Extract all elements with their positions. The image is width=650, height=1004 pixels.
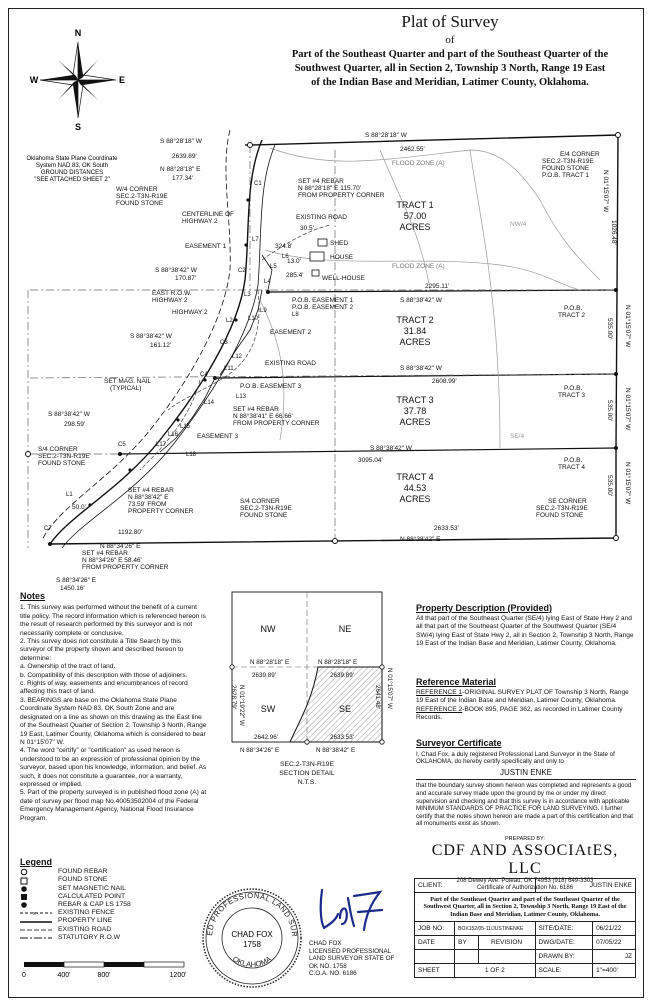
svg-text:SEC.2-T3N-R19E: SEC.2-T3N-R19E — [279, 761, 335, 768]
south-label: S — [74, 122, 82, 132]
page-title: Plat of Survey — [401, 12, 499, 31]
svg-text:1026.48': 1026.48' — [610, 220, 617, 245]
legend-item: PROPERTY LINE — [20, 917, 220, 925]
svg-text:PROPERTY CORNER: PROPERTY CORNER — [128, 508, 194, 515]
svg-text:S 88°38'42" W: S 88°38'42" W — [400, 365, 442, 372]
section-detail — [230, 592, 394, 786]
svg-text:FOUND STONE: FOUND STONE — [542, 165, 590, 172]
fence-line-icon — [20, 910, 52, 916]
segment-label: L1 — [66, 492, 73, 498]
svg-text:N 88°28'18" E: N 88°28'18" E — [250, 659, 290, 666]
svg-text:OKLAHOMA: OKLAHOMA — [231, 954, 273, 969]
svg-text:N 88°38'42" E: N 88°38'42" E — [128, 494, 169, 501]
surveyor-seal — [200, 886, 304, 995]
svg-text:3095.04': 3095.04' — [358, 457, 383, 464]
svg-text:P.O.B. EASEMENT 3: P.O.B. EASEMENT 3 — [240, 383, 302, 390]
reference-2: REFERENCE 2-BOOK 895, PAGE 362, as recorded in Latimer County Records. — [416, 705, 623, 721]
rebar-cap-icon — [20, 901, 28, 909]
segment-label: L2 — [226, 318, 233, 324]
svg-text:N 01°15'07" W: N 01°15'07" W — [624, 388, 631, 431]
svg-text:30.5': 30.5' — [300, 225, 314, 232]
surveyor-certificate — [416, 740, 636, 828]
svg-text:535.00': 535.00' — [606, 475, 613, 497]
svg-text:N 88°38'42" E: N 88°38'42" E — [400, 536, 441, 543]
svg-text:x: x — [33, 911, 36, 917]
rebar-icon — [614, 372, 618, 376]
svg-text:TRACT 4: TRACT 4 — [558, 464, 585, 471]
svg-text:SECTION DETAIL: SECTION DETAIL — [279, 770, 335, 777]
svg-text:SW: SW — [260, 704, 276, 714]
svg-text:N 01°15'07" W: N 01°15'07" W — [624, 462, 631, 505]
svg-text:S/4 CORNER: S/4 CORNER — [240, 498, 280, 505]
svg-text:2633.53': 2633.53' — [330, 734, 354, 741]
svg-text:TRACT 3: TRACT 3 — [396, 395, 434, 405]
svg-text:324.8': 324.8' — [275, 243, 293, 250]
legend-heading: Legend — [20, 857, 53, 867]
shed-icon — [318, 239, 327, 246]
property-description — [416, 604, 636, 648]
svg-text:TRACT 2: TRACT 2 — [396, 315, 434, 325]
svg-text:161.12': 161.12' — [150, 342, 172, 349]
svg-text:N.T.S.: N.T.S. — [297, 779, 317, 786]
svg-text:EASEMENT 2: EASEMENT 2 — [270, 329, 312, 336]
svg-text:N 88°34'26" E: N 88°34'26" E — [100, 543, 141, 550]
stone-icon — [333, 539, 338, 544]
svg-text:Oklahoma State Plane Coordinat: Oklahoma State Plane Coordinate — [26, 156, 118, 162]
svg-text:FLOOD ZONE (A): FLOOD ZONE (A) — [392, 263, 445, 270]
note-item: a. Ownership of the tract of land. — [20, 663, 116, 671]
client-name: JUSTIN ENKE — [535, 879, 636, 893]
segment-label: C7 — [44, 526, 52, 532]
svg-text:2462.55': 2462.55' — [400, 146, 425, 153]
svg-text:N 01°19'22" W: N 01°19'22" W — [238, 685, 245, 726]
svg-text:HOUSE: HOUSE — [330, 254, 354, 261]
segment-label: L13 — [236, 394, 247, 400]
svg-text:SET #4 REBAR: SET #4 REBAR — [298, 178, 344, 185]
segment-label: L8 — [292, 312, 299, 318]
svg-text:SEC.2-T3N-R19E: SEC.2-T3N-R19E — [240, 505, 292, 512]
svg-text:S/4 CORNER: S/4 CORNER — [38, 446, 78, 453]
notes-heading: Notes — [20, 591, 46, 601]
house-icon — [310, 252, 324, 261]
svg-text:2641.48': 2641.48' — [374, 685, 381, 709]
svg-text:S 88°28'18" W: S 88°28'18" W — [365, 132, 407, 139]
north-label: N — [74, 28, 82, 38]
firm-name: CDF AND ASSOCIAtES, LLC — [431, 842, 619, 877]
svg-text:S 88°38'42" W: S 88°38'42" W — [130, 333, 172, 340]
coord-note — [26, 156, 118, 183]
svg-text:2639.89': 2639.89' — [252, 672, 276, 679]
svg-text:FLOOD ZONE (A): FLOOD ZONE (A) — [392, 160, 445, 167]
legend-item: STATUTORY R.O.W — [20, 934, 220, 942]
scale-bar — [18, 960, 198, 985]
svg-text:N 88°28'18" E 115.70': N 88°28'18" E 115.70' — [298, 185, 361, 192]
svg-text:177.34': 177.34' — [172, 175, 194, 182]
svg-text:N 88°38'42" E: N 88°38'42" E — [316, 747, 356, 754]
svg-text:FROM PROPERTY CORNER: FROM PROPERTY CORNER — [298, 192, 385, 199]
svg-text:LICENSED PROFESSIONAL LAND SUR: ED PROFESSIONAL LAND SUR — [205, 890, 300, 938]
svg-text:TRACT 1: TRACT 1 — [396, 200, 434, 210]
east-label: E — [118, 75, 126, 85]
note-item: 2. This survey does not constitute a Title Search by this surveyor of the property shown and described hereon to determine: — [20, 638, 184, 662]
legend-item: x EXISTING FENCE — [20, 909, 220, 917]
rebar-icon — [48, 542, 52, 546]
drawn-by: JZ — [593, 950, 636, 964]
svg-text:(TYPICAL): (TYPICAL) — [110, 385, 142, 392]
svg-text:S 88°38'42" W: S 88°38'42" W — [48, 411, 90, 418]
title-block-table: CLIENT: JUSTIN ENKE Part of the Southeast Quarter and part of the Southeast Quarter of the Southwest Quarter, all in Section 2, Township 3 North, Range 19 East of the Indian Base and Meridian, Latimer County, Oklahoma. JOB NO: BOX152/05-11/JUSTINENKE SITE/DATE: 06/21/22 DATE BY REVISION DWG/DATE: 07/05/22 DRAWN BY: JZ SHEET 1 OF 2 SCALE: 1"=400' — [414, 878, 636, 978]
svg-text:535.00': 535.00' — [606, 318, 613, 340]
buildings — [310, 239, 327, 276]
surveyor-info: CHAD FOX LICENSED PROFESSIONAL LAND SURVEYOR STATE OF OK NO. 1758 C.O.A. NO. 6186 — [309, 940, 395, 977]
svg-text:535.00': 535.00' — [606, 400, 613, 422]
svg-text:SET #4 REBAR: SET #4 REBAR — [128, 487, 174, 494]
svg-text:44.53: 44.53 — [403, 483, 427, 493]
segment-label: L15 — [180, 424, 191, 430]
note-item: 4. The word "certify" or "certification" as used hereon is understood to be an expression of professional opinion by the surveyor, based upon his knowledge, information, and belief. As such, it does not constitute a guarantee, nor a warranty, expressed or implied. — [20, 747, 207, 788]
segment-label: L10 — [248, 316, 259, 322]
svg-text:SEC.2-T3N-R19E: SEC.2-T3N-R19E — [542, 158, 594, 165]
svg-text:TRACT 4: TRACT 4 — [396, 472, 434, 482]
svg-text:S 88°38'42" W: S 88°38'42" W — [370, 445, 412, 452]
reference-1: REFERENCE 1-ORIGINAL SURVEY PLAT OF Township 3 North, Range 19 East of the Indian Base and Meridian, Latimer County, Oklahoma. — [416, 689, 629, 705]
surveyor-signature — [310, 880, 390, 941]
svg-text:SE CORNER: SE CORNER — [548, 498, 587, 505]
svg-text:FROM PROPERTY CORNER: FROM PROPERTY CORNER — [233, 420, 320, 427]
svg-text:2639.89': 2639.89' — [172, 153, 197, 160]
legend-item: SET MAGNETIC NAIL — [20, 885, 220, 893]
stone-icon — [248, 143, 253, 148]
svg-text:SHED: SHED — [330, 240, 349, 247]
svg-text:1758: 1758 — [243, 940, 261, 949]
svg-text:W/4 CORNER: W/4 CORNER — [116, 186, 158, 193]
segment-label: L7 — [252, 237, 259, 243]
stone-icon — [614, 536, 619, 541]
svg-text:NW: NW — [260, 624, 276, 634]
svg-text:SE/4: SE/4 — [510, 433, 525, 440]
title-description: Part of the Southeast Quarter and part of the Southeast Quarter of the Southwest Quarter, all in Section 2, Township 3 North, Range 19 East of the Indian Base and Meridian, Latimer County, Oklahoma. — [291, 49, 609, 88]
svg-text:SET #4 REBAR: SET #4 REBAR — [233, 406, 279, 413]
rebar-icon — [614, 446, 618, 450]
svg-text:N 01°15'07" W: N 01°15'07" W — [602, 170, 609, 213]
rebar-icon — [213, 376, 217, 380]
svg-text:N 01°15'07" W: N 01°15'07" W — [624, 305, 631, 348]
svg-text:P.O.B.: P.O.B. — [564, 385, 583, 392]
svg-text:N 01°15'07" W: N 01°15'07" W — [386, 668, 393, 709]
svg-text:P.O.B.: P.O.B. — [564, 305, 583, 312]
note-item: 1. This survey was performed without the benefit of a current title policy. The record information which is referenced hereon is the result of research performed by this surveyor and is not necessarily complete or conclusive. — [20, 604, 206, 637]
svg-text:CHAD FOX: CHAD FOX — [231, 930, 273, 939]
svg-text:57.00: 57.00 — [403, 211, 427, 221]
svg-text:31.84: 31.84 — [403, 326, 427, 336]
title-of: of — [445, 34, 455, 46]
svg-text:P.O.B. TRACT 1: P.O.B. TRACT 1 — [542, 172, 589, 179]
svg-text:FOUND STONE: FOUND STONE — [240, 512, 288, 519]
rebar-icon — [118, 452, 122, 456]
svg-text:1192.80': 1192.80' — [118, 529, 143, 536]
svg-text:SEC.2-T3N-R19E: SEC.2-T3N-R19E — [38, 453, 90, 460]
svg-text:EXISTING ROAD: EXISTING ROAD — [296, 214, 347, 221]
svg-text:ACRES: ACRES — [399, 222, 431, 232]
west-label: W — [29, 75, 39, 85]
svg-text:ACRES: ACRES — [399, 337, 431, 347]
segment-label: L6 — [282, 254, 289, 260]
svg-text:FOUND STONE: FOUND STONE — [38, 460, 86, 467]
svg-text:2639.89': 2639.89' — [330, 672, 354, 679]
segment-label: L17 — [156, 442, 167, 448]
legend-item: FOUND REBAR — [20, 868, 220, 876]
job-number: BOX152/05-11/JUSTINENKE — [455, 922, 535, 936]
legend-item: EXISTING ROAD — [20, 926, 220, 934]
north-arrow-icon — [30, 28, 125, 132]
certificate-client: JUSTIN ENKE — [499, 767, 552, 777]
segment-label: C3 — [220, 340, 228, 346]
svg-text:1200': 1200' — [169, 972, 187, 979]
mag-nail-icon — [20, 885, 28, 893]
svg-text:CENTERLINE OF: CENTERLINE OF — [182, 211, 235, 218]
client-label: CLIENT: — [415, 879, 536, 893]
svg-text:73.59' FROM: 73.59' FROM — [128, 501, 167, 508]
stone-icon — [616, 133, 621, 138]
svg-text:N 88°34'26" E 58.46': N 88°34'26" E 58.46' — [82, 557, 142, 564]
reference-heading: Reference Material — [416, 677, 497, 687]
legend-item: REBAR & CAP LS 1758 — [20, 901, 220, 909]
site-date: 06/21/22 — [593, 922, 636, 936]
wellhouse-icon — [312, 270, 319, 276]
certificate-text-1: I, Chad Fox, a duly registered Professional Land Surveyor in the State of OKLAHOMA, do hereby certify specifically and only to — [416, 750, 615, 766]
svg-text:2633.53': 2633.53' — [434, 525, 459, 532]
segment-label: L12 — [232, 354, 243, 360]
segment-label: L16 — [168, 432, 179, 438]
svg-text:FROM PROPERTY CORNER: FROM PROPERTY CORNER — [82, 564, 169, 571]
svg-text:SE: SE — [338, 704, 352, 714]
svg-text:13.0': 13.0' — [287, 258, 301, 265]
svg-text:P.O.B. EASEMENT 1: P.O.B. EASEMENT 1 — [292, 297, 354, 304]
svg-text:800': 800' — [97, 972, 111, 979]
notes-section — [20, 592, 208, 823]
titleblock-desc: Part of the Southeast Quarter and part of the Southeast Quarter of the Southwest Quarter, all in Section 2, Township 3 North, Range 19 East of the Indian Base and Meridian, Latimer County, Oklahoma. — [415, 893, 636, 922]
stone-icon — [26, 452, 31, 457]
road-line-icon — [20, 927, 52, 933]
found-stone-icon — [20, 877, 28, 885]
svg-text:TRACT 3: TRACT 3 — [558, 392, 585, 399]
svg-text:50.0': 50.0' — [72, 504, 86, 511]
segment-label: L14 — [204, 400, 215, 406]
svg-text:TRACT 2: TRACT 2 — [558, 312, 585, 319]
reference-material — [416, 678, 636, 722]
svg-text:EASEMENT 3: EASEMENT 3 — [197, 433, 239, 440]
legend-item: CALCULATED POINT — [20, 893, 220, 901]
svg-text:FOUND STONE: FOUND STONE — [536, 512, 584, 519]
segment-label: L3 — [244, 292, 251, 298]
segment-label: L11 — [224, 366, 234, 372]
svg-text:S 88°38'42" W: S 88°38'42" W — [155, 267, 197, 274]
certificate-text-2: that the boundary survey shown hereon was completed and represents a good and accurate survey made upon the ground by me or under my direct supervision and checking and that this survey is in accordance with applicable MINIMUM STANDARDS OF PRACTICE FOR LAND SURVEYING. I further certify that the notes shown hereon are made a part of this certification and that all monuments exist as shown. — [416, 779, 636, 828]
svg-text:FOUND STONE: FOUND STONE — [116, 200, 164, 207]
svg-text:2628.79': 2628.79' — [230, 685, 237, 709]
svg-text:170.87': 170.87' — [175, 275, 197, 282]
svg-text:1450.16': 1450.16' — [60, 585, 85, 592]
property-desc-text: All that part of the Southeast Quarter (SE/4) lying East of State Hwy 2 and all that part of the Southeast Quarter of the Southwest Quarter (SE/4 SW/4) lying East of State Hwy 2, all in Section 2, Township 3 North, Range 19 East of the Indian Base and Meridian, Latimer County, Oklahoma. — [416, 615, 634, 647]
svg-text:S 88°28'18" W: S 88°28'18" W — [160, 138, 202, 145]
segment-label: C4 — [200, 372, 208, 378]
svg-text:S 88°38'42" W: S 88°38'42" W — [400, 297, 442, 304]
svg-text:400': 400' — [57, 972, 71, 979]
segment-label: C5 — [118, 442, 126, 448]
tract-labels — [396, 200, 433, 504]
svg-text:P.O.B.: P.O.B. — [564, 457, 583, 464]
row-line-icon — [20, 935, 52, 941]
svg-text:P.O.B. EASEMENT 2: P.O.B. EASEMENT 2 — [292, 304, 354, 311]
note-item: c. Rights of way, easements and encumbrances of record affecting this tract of land. — [20, 680, 188, 696]
svg-text:285.4': 285.4' — [286, 272, 304, 279]
property-desc-heading: Property Description (Provided) — [416, 603, 553, 613]
firm-block: PREPARED BY: CDF AND ASSOCIAtES, LLC 208 Dewey Ave. Poteau, OK 74953 (918) 649-3303 Certificate of Authorization No. 6186 — [414, 836, 636, 892]
svg-text:ACRES: ACRES — [399, 417, 431, 427]
rebar-icon — [614, 288, 618, 292]
svg-text:EXISTING ROAD: EXISTING ROAD — [265, 360, 316, 367]
note-item: 5. Part of the property surveyed is in published flood zone (A) at date of survey per flood map No.40053502004 of the Federal Emergency Management Agency, National Flood Insurance Program. — [20, 789, 207, 822]
legend — [20, 858, 220, 942]
drawing-scale: 1"=400' — [593, 964, 636, 978]
segment-label: C2 — [238, 268, 246, 274]
plat-labels — [35, 131, 600, 592]
svg-text:NW/4: NW/4 — [510, 221, 527, 228]
svg-text:E/4 CORNER: E/4 CORNER — [560, 151, 600, 158]
svg-text:SEC.2-T3N-R19E: SEC.2-T3N-R19E — [536, 505, 588, 512]
sheet-number: 1 OF 2 — [455, 964, 535, 978]
svg-text:N 88°28'18" E: N 88°28'18" E — [160, 166, 201, 173]
segment-label: L5 — [270, 264, 277, 270]
svg-text:NE: NE — [338, 624, 352, 634]
note-item: 3. BEARINGS are base on the Oklahoma State Plane Coordinate System NAD 83, OK South Zone and are designated on a line as shown on this drawing as the East line of the Southeast Quarter of Section 2, Township 3 North, Range 19 East, Latimer County, Oklahoma which is considered to bear N 01°15'07" W. — [20, 696, 207, 746]
svg-text:N 88°28'18" E: N 88°28'18" E — [318, 659, 358, 666]
svg-text:SET #4 REBAR: SET #4 REBAR — [82, 550, 128, 557]
svg-text:2642.96': 2642.96' — [254, 734, 278, 741]
svg-text:37.78: 37.78 — [403, 406, 427, 416]
svg-text:GROUND DISTANCES: GROUND DISTANCES — [40, 170, 104, 176]
segment-label: L4 — [264, 279, 271, 285]
dwg-date: 07/05/22 — [593, 936, 636, 950]
svg-text:"SEE ATTACHED SHEET 2": "SEE ATTACHED SHEET 2" — [34, 177, 110, 183]
svg-text:SET MAG. NAIL: SET MAG. NAIL — [104, 378, 152, 385]
svg-text:HIGHWAY 2: HIGHWAY 2 — [182, 218, 218, 225]
svg-text:HIGHWAY 2: HIGHWAY 2 — [152, 297, 188, 304]
segment-label: L18 — [186, 452, 197, 458]
svg-text:2295.11': 2295.11' — [425, 283, 450, 290]
segment-label: L9 — [260, 308, 267, 314]
property-line-icon — [20, 919, 52, 925]
svg-text:EAST R.O.W.: EAST R.O.W. — [152, 290, 192, 297]
calculated-point-icon — [20, 893, 28, 901]
rebar-icon — [266, 290, 270, 294]
certificate-heading: Surveyor Certificate — [416, 738, 502, 748]
svg-text:ACRES: ACRES — [399, 494, 431, 504]
svg-text:0: 0 — [22, 972, 26, 979]
segment-label: C1 — [254, 181, 262, 187]
svg-text:EASEMENT 1: EASEMENT 1 — [185, 243, 227, 250]
svg-text:2608.99': 2608.99' — [432, 378, 457, 385]
svg-text:System NAD 83, OK South: System NAD 83, OK South — [35, 163, 109, 169]
svg-text:SEC.2-T3N-R19E: SEC.2-T3N-R19E — [116, 193, 168, 200]
found-rebar-icon — [20, 868, 28, 876]
svg-text:HIGHWAY 2: HIGHWAY 2 — [172, 309, 208, 316]
note-item: b. Compatibility of this description with those of adjoiners. — [20, 671, 188, 679]
segment-labels — [44, 181, 299, 532]
legend-item: FOUND STONE — [20, 876, 220, 884]
svg-text:298.59': 298.59' — [64, 421, 86, 428]
svg-text:S 88°34'26" E: S 88°34'26" E — [56, 577, 97, 584]
svg-text:N 88°38'41" E 66.66': N 88°38'41" E 66.66' — [233, 413, 293, 420]
svg-text:N 88°34'26" E: N 88°34'26" E — [240, 747, 280, 754]
svg-text:WELL-HOUSE: WELL-HOUSE — [322, 275, 365, 282]
